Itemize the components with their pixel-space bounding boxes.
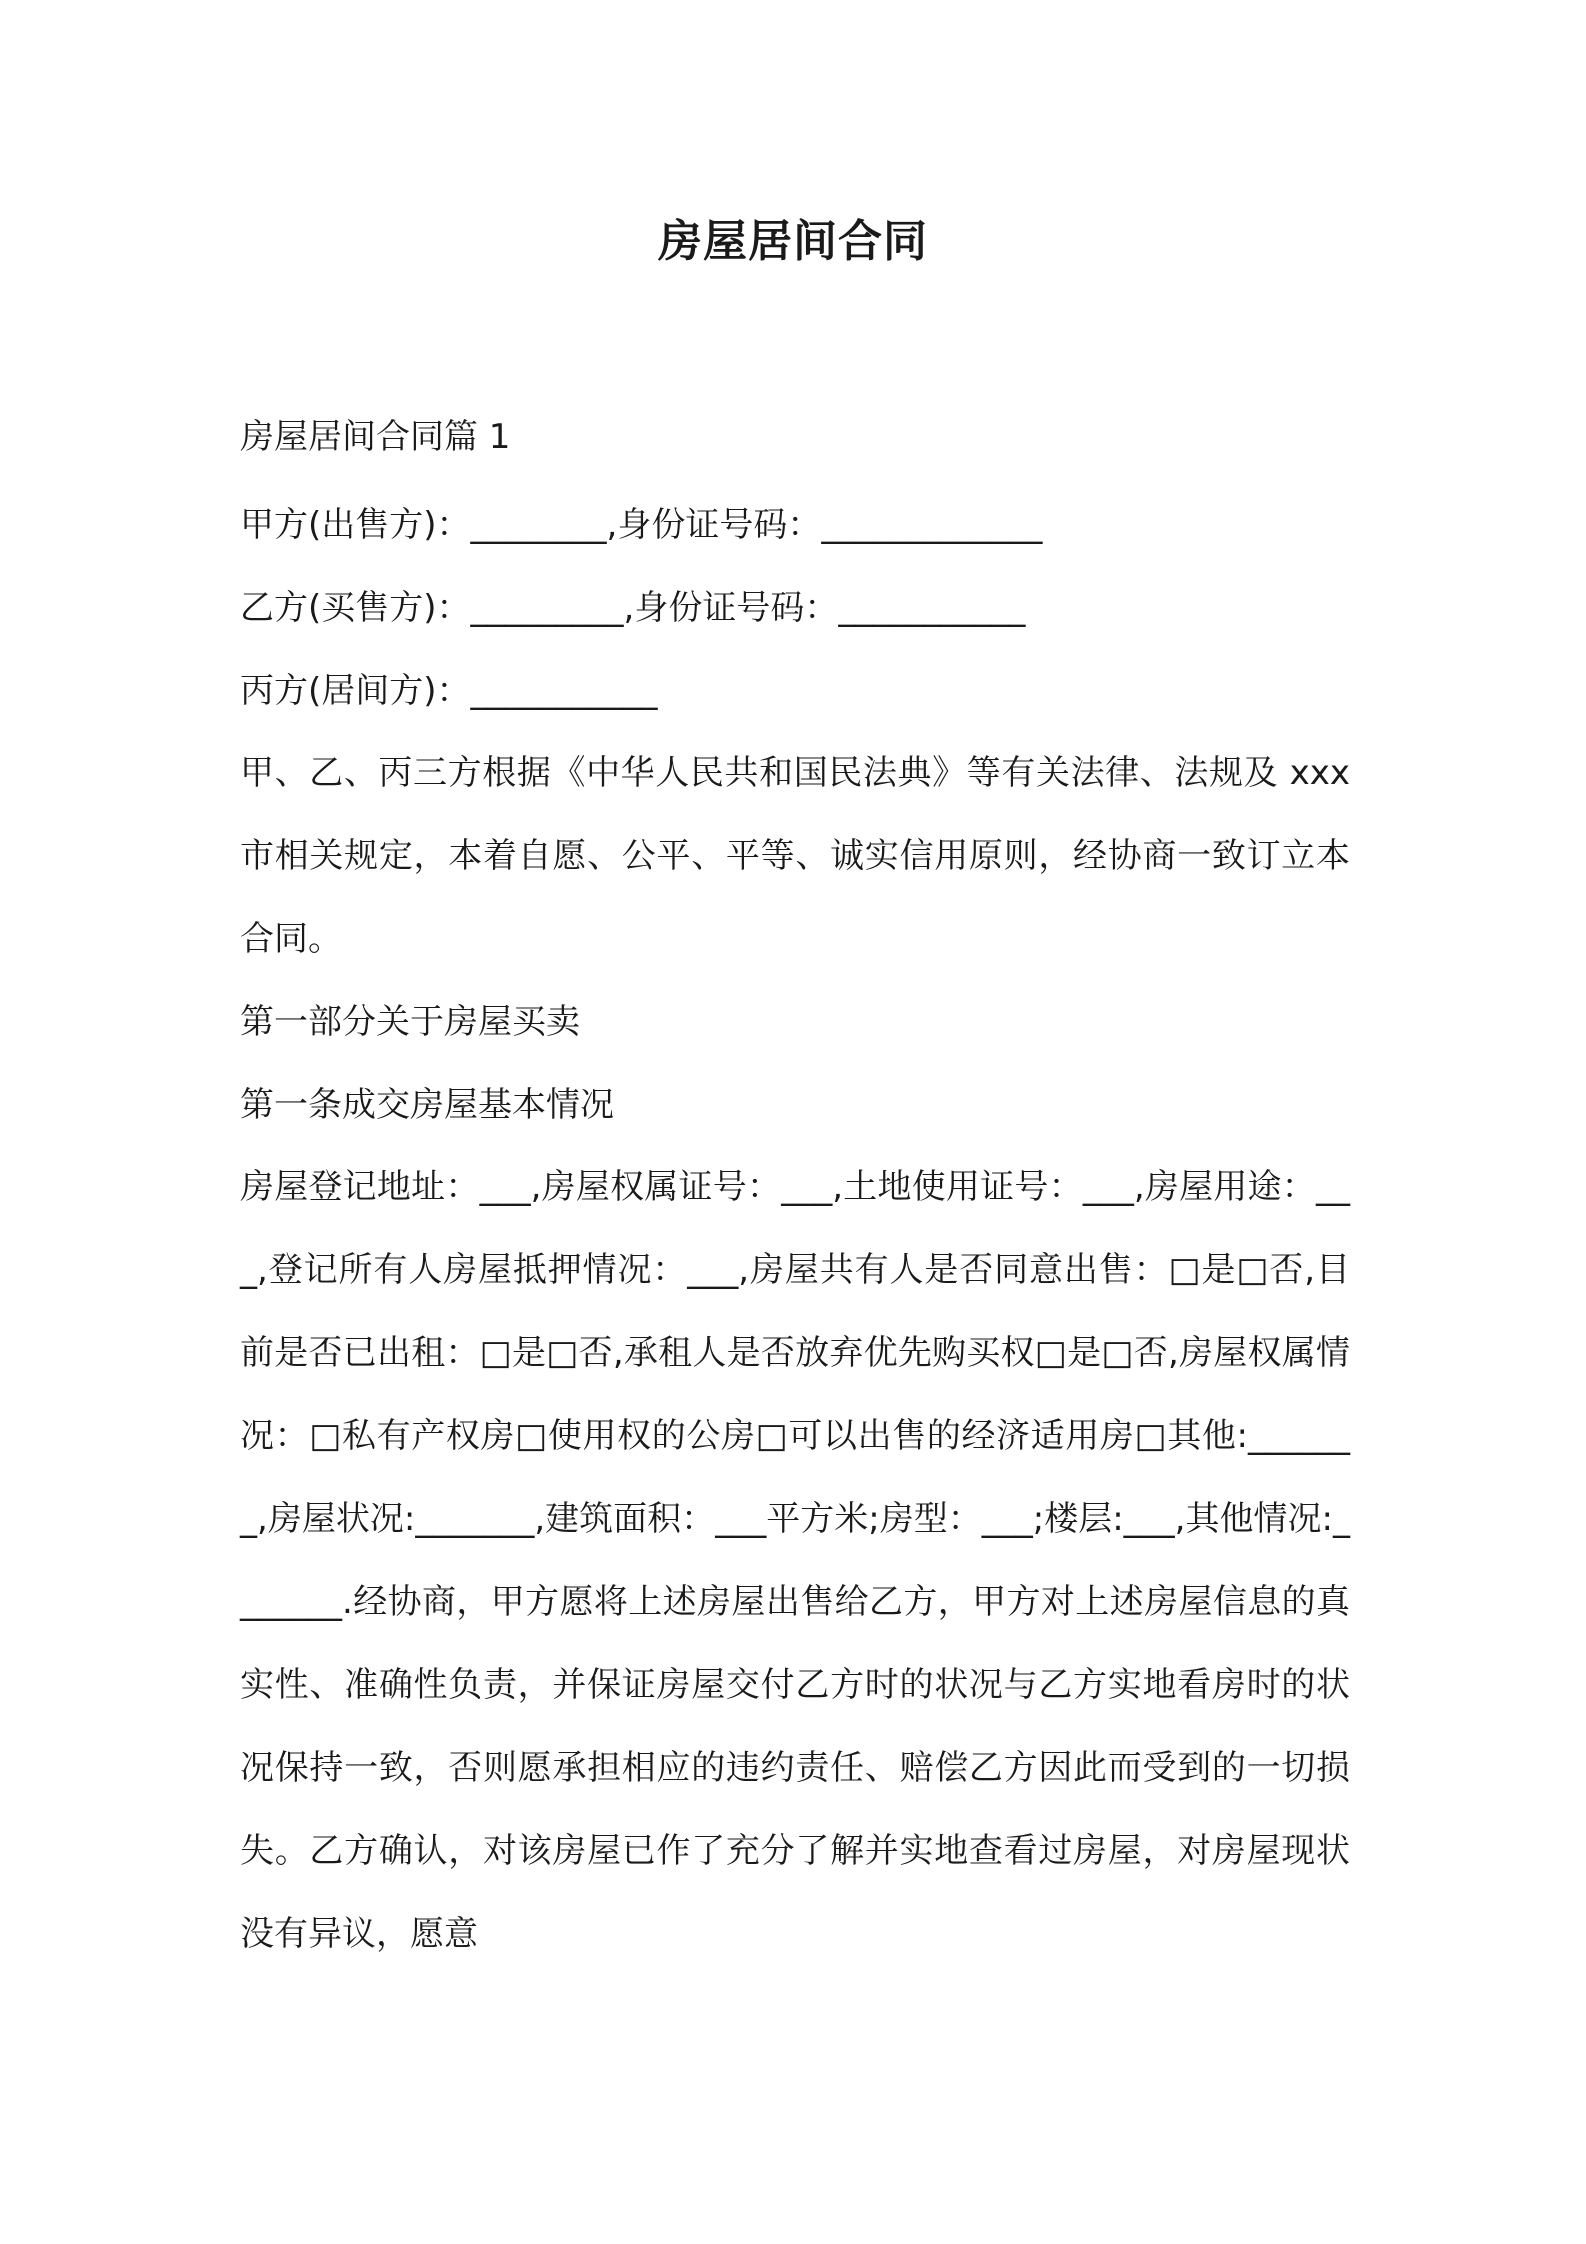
article-one-paragraph: 房屋登记地址：___,房屋权属证号：___,土地使用证号：___,房屋用途：___,登记所有人房屋抵押情况：___,房屋共有人是否同意出售：□是□否,目前是否已出租：□是□否,承租人是否放弃优先购买权□是□否,房屋权属情况：□私有产权房□使用权的公房□可以出售的经济适用房□其他:_______,房屋状况:_______,建筑面积：___平方米;房型：___;楼层:___,其他情况:_______.经协商，甲方愿将上述房屋出售给乙方，甲方对上述房屋信息的真实性、准确性负责，并保证房屋交付乙方时的状况与乙方实地看房时的状况保持一致，否则愿承担相应的违约责任、赔偿乙方因此而受到的一切损失。乙方确认，对该房屋已作了充分了解并实地查看过房屋，对房屋现状没有异议，愿意 [240,1167,1350,1954]
party-b-line: 乙方(买售方)：_________,身份证号码：___________ [240,588,1026,628]
party-a-line: 甲方(出售方)：________,身份证号码：_____________ [240,505,1043,545]
article-one-heading: 第一条成交房屋基本情况 [240,1085,614,1125]
preamble-paragraph: 甲、乙、丙三方根据《中华人民共和国民法典》等有关法律、法规及 xxx 市相关规定，本着自愿、公平、平等、诚实信用原则，经协商一致订立本合同。 [240,753,1350,959]
party-c-line: 丙方(居间方)：___________ [240,671,658,711]
document-title: 房屋居间合同 [658,216,928,267]
section-title: 房屋居间合同篇 1 [240,417,511,457]
part-one-heading: 第一部分关于房屋买卖 [240,1002,580,1042]
